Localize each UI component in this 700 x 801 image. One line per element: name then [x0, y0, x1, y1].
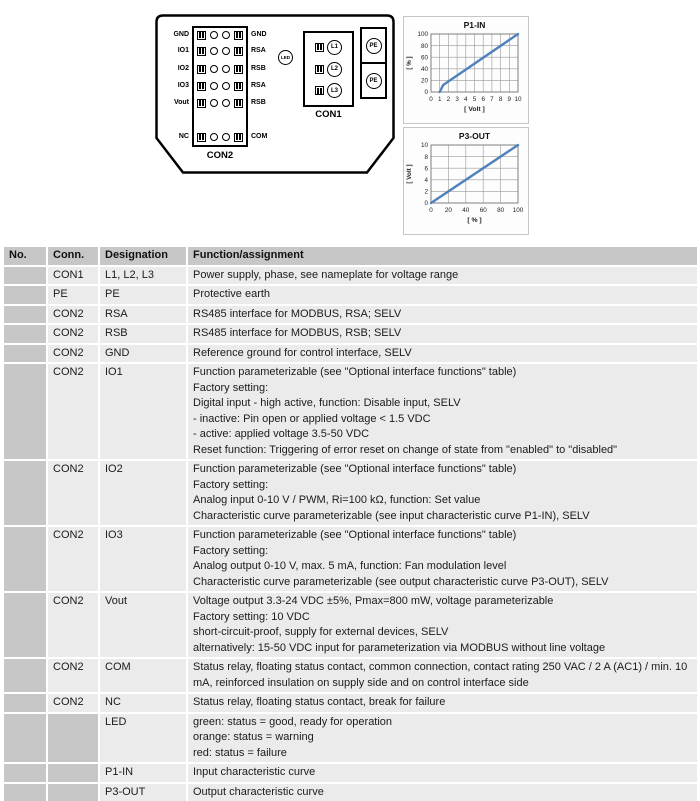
y-tick-label: 20 [421, 78, 429, 85]
y-tick-label: 0 [424, 89, 428, 96]
chart-title: P1-IN [464, 20, 486, 30]
terminal-icon [197, 65, 206, 74]
table-cell-no [4, 694, 46, 712]
table-cell-function [188, 694, 697, 712]
table-cell-conn [48, 714, 98, 763]
terminal-icon [197, 31, 206, 40]
table-cell-no [4, 659, 46, 692]
table-cell-function [188, 364, 697, 459]
table-cell-conn: CON2 [48, 659, 98, 692]
x-tick-label: 9 [508, 96, 512, 103]
terminal-icon [197, 99, 206, 108]
y-axis-label: [ % ] [406, 56, 413, 69]
table-cell-function [188, 286, 697, 304]
function-line: Characteristic curve parameterizable (see output characteristic curve P3-OUT), SELV [193, 575, 692, 591]
x-tick-label: 80 [497, 207, 505, 214]
table-cell-designation: COM [100, 659, 186, 692]
table-cell-conn: CON2 [48, 527, 98, 591]
table-cell-no [4, 764, 46, 782]
table-cell-conn: CON2 [48, 325, 98, 343]
function-line: Protective earth [193, 287, 692, 303]
x-tick-label: 0 [429, 96, 433, 103]
connection-table [4, 247, 697, 801]
function-line: - active: applied voltage 3.5-50 VDC [193, 427, 692, 443]
table-cell-function [188, 659, 697, 692]
y-tick-label: 60 [421, 54, 429, 61]
x-tick-label: 1 [438, 96, 442, 103]
function-line: Voltage output 3.3-24 VDC ±5%, Pmax=800 mW, voltage parameterizable [193, 594, 692, 610]
table-cell-conn [48, 764, 98, 782]
function-line: RS485 interface for MODBUS, RSA; SELV [193, 307, 692, 323]
table-cell-designation: IO1 [100, 364, 186, 459]
table-cell-no [4, 325, 46, 343]
con1-terminal-block [303, 31, 354, 107]
table-cell-conn: CON2 [48, 306, 98, 324]
pe-pin-circle: PE [366, 73, 382, 89]
table-cell-designation: L1, L2, L3 [100, 267, 186, 285]
x-tick-label: 4 [464, 96, 468, 103]
pin-circle-icon [210, 99, 218, 107]
terminal-icon [315, 65, 324, 74]
terminal-icon [234, 133, 243, 142]
table-cell-no [4, 286, 46, 304]
pe-terminals [360, 27, 387, 99]
table-cell-function [188, 461, 697, 525]
terminal-icon [197, 133, 206, 142]
pin-circle-icon [210, 47, 218, 55]
con1-terminal-row [315, 83, 342, 98]
con2-pin-label-right: RSB [251, 97, 291, 109]
table-header-cell: Function/assignment [188, 247, 697, 265]
table-cell-conn: CON2 [48, 694, 98, 712]
pin-circle-icon [222, 31, 230, 39]
phase-pin-circle: L2 [327, 62, 342, 77]
con2-pin-label-left: IO3 [155, 80, 189, 92]
table-cell-designation: PE [100, 286, 186, 304]
con2-pin-label-right: RSB [251, 63, 291, 75]
y-tick-label: 100 [417, 31, 428, 38]
table-cell-no [4, 461, 46, 525]
x-tick-label: 10 [514, 96, 522, 103]
function-line: Output characteristic curve [193, 785, 692, 801]
table-cell-designation: Vout [100, 593, 186, 657]
x-tick-label: 60 [480, 207, 488, 214]
function-line: - inactive: Pin open or applied voltage < 1.5 VDC [193, 412, 692, 428]
terminal-icon [234, 65, 243, 74]
function-line: RS485 interface for MODBUS, RSB; SELV [193, 326, 692, 342]
terminal-icon [234, 99, 243, 108]
con2-terminal-row [193, 80, 247, 92]
terminal-icon [234, 82, 243, 91]
function-line: Function parameterizable (see "Optional interface functions" table) [193, 365, 692, 381]
table-cell-no [4, 527, 46, 591]
con2-pin-label-left: Vout [155, 97, 189, 109]
function-line: Reset function: Triggering of error reset on change of state from "enabled" to "disabled" [193, 443, 692, 459]
terminal-icon [234, 47, 243, 56]
chart-p1-in [403, 16, 529, 124]
phase-pin-circle: L1 [327, 40, 342, 55]
con2-pin-label-left: NC [155, 131, 189, 143]
table-header-cell: Conn. [48, 247, 98, 265]
table-cell-designation: RSB [100, 325, 186, 343]
function-line: Factory setting: [193, 544, 692, 560]
terminal-icon [197, 47, 206, 56]
table-cell-conn: PE [48, 286, 98, 304]
table-cell-conn [48, 784, 98, 801]
table-cell-designation: IO3 [100, 527, 186, 591]
function-line: Characteristic curve parameterizable (see input characteristic curve P1-IN), SELV [193, 509, 692, 525]
pin-circle-icon [210, 82, 218, 90]
pin-circle-icon [210, 65, 218, 73]
x-tick-label: 8 [499, 96, 503, 103]
function-line: Power supply, phase, see nameplate for voltage range [193, 268, 692, 284]
function-line: Digital input - high active, function: Disable input, SELV [193, 396, 692, 412]
data-line [440, 34, 518, 92]
y-tick-label: 2 [424, 189, 428, 196]
chart-p3-out [403, 127, 529, 235]
phase-pin-circle: L3 [327, 83, 342, 98]
con2-pin-label-right: GND [251, 29, 291, 41]
table-cell-no [4, 784, 46, 801]
table-header-cell: No. [4, 247, 46, 265]
table-cell-designation: P3-OUT [100, 784, 186, 801]
table-cell-designation: RSA [100, 306, 186, 324]
table-cell-conn: CON2 [48, 593, 98, 657]
x-tick-label: 6 [481, 96, 485, 103]
table-cell-conn: CON2 [48, 345, 98, 363]
function-line: Reference ground for control interface, SELV [193, 346, 692, 362]
con2-terminal-row [193, 29, 247, 41]
function-line: alternatively: 15-50 VDC input for parameterization via MODBUS without line voltage [193, 641, 692, 657]
terminal-icon [234, 31, 243, 40]
x-axis-label: [ % ] [467, 217, 481, 224]
con1-label: CON1 [303, 109, 354, 120]
con2-terminal-row [193, 131, 247, 143]
led-indicator: LED [278, 50, 293, 65]
table-cell-no [4, 593, 46, 657]
con2-pin-label-left: GND [155, 29, 189, 41]
x-tick-label: 7 [490, 96, 494, 103]
x-tick-label: 3 [455, 96, 459, 103]
function-line: orange: status = warning [193, 730, 692, 746]
table-cell-no [4, 714, 46, 763]
function-line: Analog output 0-10 V, max. 5 mA, function: Fan modulation level [193, 559, 692, 575]
table-cell-no [4, 267, 46, 285]
x-tick-label: 100 [513, 207, 524, 214]
table-cell-conn: CON2 [48, 364, 98, 459]
table-cell-function [188, 267, 697, 285]
x-tick-label: 0 [429, 207, 433, 214]
con2-pin-label-right: COM [251, 131, 291, 143]
table-cell-designation: P1-IN [100, 764, 186, 782]
x-tick-label: 40 [462, 207, 470, 214]
table-cell-function [188, 345, 697, 363]
pin-circle-icon [222, 65, 230, 73]
connector-diagram [155, 14, 395, 174]
y-tick-label: 80 [421, 43, 429, 50]
pe-terminal-box [360, 62, 387, 99]
function-line: Analog input 0-10 V / PWM, Ri=100 kΩ, function: Set value [193, 493, 692, 509]
function-line: Input characteristic curve [193, 765, 692, 781]
table-cell-function [188, 714, 697, 763]
function-line: Function parameterizable (see "Optional interface functions" table) [193, 528, 692, 544]
table-cell-function [188, 325, 697, 343]
con2-pin-label-right: RSA [251, 45, 291, 57]
pin-circle-icon [222, 82, 230, 90]
table-cell-function [188, 527, 697, 591]
function-line: green: status = good, ready for operation [193, 715, 692, 731]
x-tick-label: 5 [473, 96, 477, 103]
table-cell-function [188, 784, 697, 801]
table-header-cell: Designation [100, 247, 186, 265]
x-tick-label: 2 [447, 96, 451, 103]
con2-label: CON2 [192, 150, 248, 161]
table-cell-designation: NC [100, 694, 186, 712]
table-cell-designation: IO2 [100, 461, 186, 525]
data-line [431, 145, 518, 203]
terminal-icon [315, 43, 324, 52]
con2-terminal-row [193, 63, 247, 75]
con2-pin-label-left: IO1 [155, 45, 189, 57]
table-cell-function [188, 764, 697, 782]
x-tick-label: 20 [445, 207, 453, 214]
con2-pin-label-right: RSA [251, 80, 291, 92]
function-line: Factory setting: [193, 478, 692, 494]
table-cell-conn: CON2 [48, 461, 98, 525]
x-axis-label: [ Volt ] [464, 106, 485, 113]
pin-circle-icon [222, 47, 230, 55]
pe-terminal-box [360, 27, 387, 64]
y-tick-label: 4 [424, 177, 428, 184]
chart-title: P3-OUT [459, 131, 491, 141]
con2-terminal-row [193, 97, 247, 109]
pin-circle-icon [222, 133, 230, 141]
y-tick-label: 8 [424, 154, 428, 161]
pin-circle-icon [210, 133, 218, 141]
y-axis-label: [ Volt ] [406, 164, 413, 183]
function-line: Factory setting: [193, 381, 692, 397]
pin-circle-icon [222, 99, 230, 107]
terminal-icon [197, 82, 206, 91]
table-cell-function [188, 306, 697, 324]
table-cell-designation: GND [100, 345, 186, 363]
table-cell-no [4, 306, 46, 324]
function-line: Function parameterizable (see "Optional interface functions" table) [193, 462, 692, 478]
function-line: Status relay, floating status contact, common connection, contact rating 250 VAC / 2 A (AC1) / min. 10 mA, reinforced insulation on supply side and on control interface side [193, 660, 692, 691]
pin-circle-icon [210, 31, 218, 39]
y-tick-label: 40 [421, 66, 429, 73]
table-cell-function [188, 593, 697, 657]
table-cell-conn: CON1 [48, 267, 98, 285]
con2-terminal-row [193, 45, 247, 57]
y-tick-label: 6 [424, 165, 428, 172]
con2-pin-label-left: IO2 [155, 63, 189, 75]
y-tick-label: 0 [424, 200, 428, 207]
function-line: Factory setting: 10 VDC [193, 610, 692, 626]
table-cell-no [4, 345, 46, 363]
con1-terminal-row [315, 62, 342, 77]
y-tick-label: 10 [421, 142, 429, 149]
function-line: short-circuit-proof, supply for external devices, SELV [193, 625, 692, 641]
table-cell-no [4, 364, 46, 459]
terminal-icon [315, 86, 324, 95]
table-cell-designation: LED [100, 714, 186, 763]
function-line: red: status = failure [193, 746, 692, 762]
con1-terminal-row [315, 40, 342, 55]
function-line: Status relay, floating status contact, break for failure [193, 695, 692, 711]
pe-pin-circle: PE [366, 38, 382, 54]
